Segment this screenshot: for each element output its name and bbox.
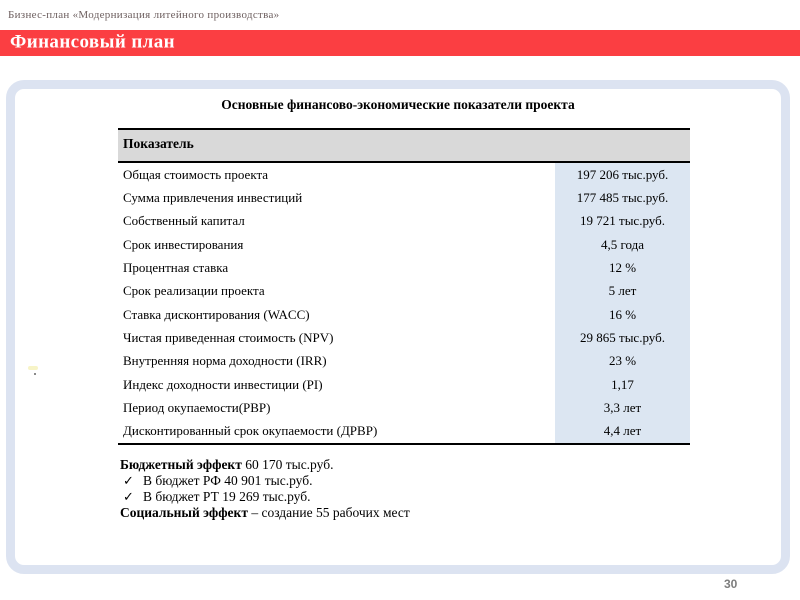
- table-row: [118, 163, 690, 186]
- row-value: 23 %: [555, 350, 690, 373]
- row-value: 4,4 лет: [555, 420, 690, 443]
- table-column-header: Показатель: [118, 128, 690, 163]
- budget-effect-label: Бюджетный эффект: [120, 457, 242, 472]
- table-row: [118, 280, 690, 303]
- row-label: Индекс доходности инвестиции (PI): [123, 376, 323, 392]
- row-value: 177 485 тыс.руб.: [555, 186, 690, 209]
- table-row: [118, 186, 690, 209]
- table-body: [118, 163, 690, 445]
- row-value: 19 721 тыс.руб.: [555, 210, 690, 233]
- effects-notes: [120, 457, 410, 521]
- row-label: Дисконтированный срок окупаемости (ДРВР): [123, 423, 378, 439]
- row-label: Общая стоимость проекта: [123, 166, 269, 182]
- row-value: 29 865 тыс.руб.: [555, 326, 690, 349]
- slide-title-banner: [0, 30, 800, 56]
- table-row: [118, 396, 690, 419]
- row-label: Сумма привлечения инвестиций: [123, 189, 303, 205]
- financial-indicators-table: [118, 128, 690, 445]
- row-value: 1,17: [555, 373, 690, 396]
- page-number: 30: [724, 577, 738, 591]
- breadcrumb: Бизнес-план «Модернизация литейного производства»: [8, 9, 280, 21]
- row-label: Период окупаемости(PBP): [123, 399, 271, 415]
- bullet-text: В бюджет РТ 19 269 тыс.руб.: [143, 489, 311, 504]
- stray-highlight-mark: [28, 366, 38, 370]
- budget-effect-value: 60 170 тыс.руб.: [241, 457, 334, 472]
- row-value: 4,5 года: [555, 233, 690, 256]
- social-effect-label: Социальный эффект: [120, 505, 248, 520]
- social-effect-line: [120, 505, 410, 521]
- row-value: 3,3 лет: [555, 396, 690, 419]
- stray-dot-mark: [34, 373, 36, 375]
- row-label: Чистая приведенная стоимость (NPV): [123, 329, 334, 345]
- row-label: Срок инвестирования: [123, 236, 244, 252]
- bullet-line: [120, 473, 410, 489]
- row-label: Внутренняя норма доходности (IRR): [123, 353, 327, 369]
- table-row: [118, 420, 690, 443]
- table-row: [118, 303, 690, 326]
- table-row: [118, 256, 690, 279]
- row-label: Срок реализации проекта: [123, 283, 265, 299]
- row-value: 12 %: [555, 256, 690, 279]
- table-row: [118, 233, 690, 256]
- social-effect-value: – создание 55 рабочих мест: [247, 505, 410, 520]
- bullet-line: [120, 489, 410, 505]
- row-value: 16 %: [555, 303, 690, 326]
- row-label: Собственный капитал: [123, 213, 245, 229]
- row-label: Процентная ставка: [123, 259, 229, 275]
- row-value: 197 206 тыс.руб.: [555, 163, 690, 186]
- table-row: [118, 350, 690, 373]
- slide-content-card: [6, 80, 790, 574]
- bullet-text: В бюджет РФ 40 901 тыс.руб.: [143, 473, 313, 488]
- row-label: Ставка дисконтирования (WACC): [123, 306, 310, 322]
- table-row: [118, 210, 690, 233]
- row-value: 5 лет: [555, 280, 690, 303]
- checkmark-icon: ✓: [123, 473, 134, 488]
- table-row: [118, 326, 690, 349]
- table-title: Основные финансово-экономические показатели проекта: [221, 97, 575, 112]
- table-row: [118, 373, 690, 396]
- budget-bullets: [120, 473, 410, 505]
- banner-title: Финансовый план: [10, 31, 175, 53]
- budget-effect-line: [120, 457, 410, 473]
- checkmark-icon: ✓: [123, 489, 134, 504]
